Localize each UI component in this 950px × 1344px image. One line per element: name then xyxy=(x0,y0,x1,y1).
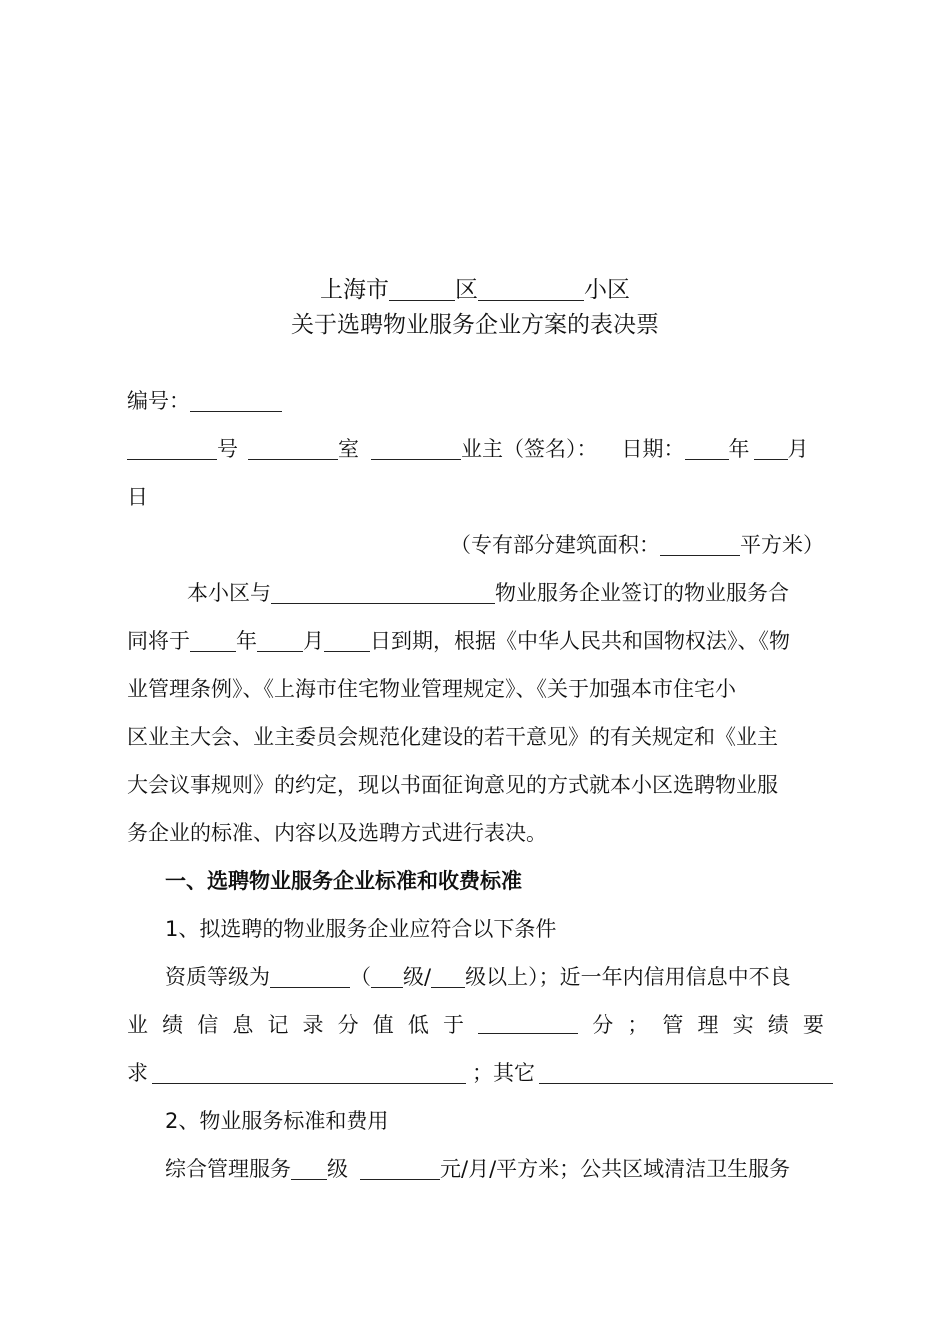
qual-grade-blank-1[interactable] xyxy=(371,959,403,988)
record-char: 绩 xyxy=(767,1013,789,1037)
record-char: 值 xyxy=(372,1013,394,1037)
owner-blank[interactable] xyxy=(371,431,461,460)
score-blank[interactable] xyxy=(478,1005,578,1034)
area-open-label: （专有部分建筑面积： xyxy=(450,533,660,557)
district-blank[interactable] xyxy=(389,272,455,301)
date-month-label: 月 xyxy=(787,437,809,461)
expire-year-blank[interactable] xyxy=(190,623,236,652)
section1-heading-text: 一、选聘物业服务企业标准和收费标准 xyxy=(165,869,522,893)
record-char: 理 xyxy=(697,1013,719,1037)
record-char: 信 xyxy=(197,1013,219,1037)
section1-item1-text: 1、拟选聘的物业服务企业应符合以下条件 xyxy=(165,917,557,941)
body-line-6: 务企业的标准、内容以及选聘方式进行表决。 xyxy=(127,821,547,845)
record-line xyxy=(127,1005,824,1045)
body-line-2 xyxy=(127,621,824,661)
other-blank[interactable] xyxy=(539,1055,833,1084)
title-line-1 xyxy=(0,272,950,308)
record-char: 于 xyxy=(442,1013,464,1037)
day-line xyxy=(127,477,824,517)
fee-line xyxy=(127,1149,824,1189)
date-year-label: 年 xyxy=(728,437,750,461)
section1-item2 xyxy=(127,1101,824,1141)
title-line-2: 关于选聘物业服务企业方案的表决票 xyxy=(291,312,659,338)
body-p2-year: 年 xyxy=(236,629,257,653)
qual-a: 资质等级为 xyxy=(165,965,270,989)
date-month-blank[interactable] xyxy=(754,431,788,460)
room-blank[interactable] xyxy=(248,431,338,460)
qual-b: （ xyxy=(350,965,371,989)
body-p2-a: 同将于 xyxy=(127,629,190,653)
req-a: 求 xyxy=(127,1061,148,1085)
expire-month-blank[interactable] xyxy=(257,623,303,652)
service-level-blank[interactable] xyxy=(291,1151,327,1180)
number-label: 编号： xyxy=(127,389,190,413)
record-char: 绩 xyxy=(162,1013,184,1037)
number-blank[interactable] xyxy=(190,383,282,412)
date-label: 日期： xyxy=(621,437,685,461)
title-city: 上海市 xyxy=(320,277,389,303)
body-line-5: 大会议事规则》的约定，现以书面征询意见的方式就本小区选聘物业服 xyxy=(127,773,778,797)
owner-sign-label: 业主（签名）： xyxy=(461,437,598,461)
qual-level-blank[interactable] xyxy=(270,959,350,988)
community-blank[interactable] xyxy=(478,272,584,301)
expire-day-blank[interactable] xyxy=(324,623,370,652)
qual-c: 级/ xyxy=(403,965,432,989)
qual-grade-blank-2[interactable] xyxy=(431,959,465,988)
number-line xyxy=(127,381,824,421)
date-day-label: 日 xyxy=(127,485,148,509)
section1-item2-text: 2、物业服务标准和费用 xyxy=(165,1109,389,1133)
date-year-blank[interactable] xyxy=(685,431,729,460)
body-p1-b: 物业服务企业签订的物业服务合 xyxy=(495,581,789,605)
title-district-suffix: 区 xyxy=(455,277,478,303)
company-blank[interactable] xyxy=(271,575,495,604)
section1-heading xyxy=(127,861,824,901)
record-char: 业 xyxy=(127,1013,148,1037)
body-line-4: 区业主大会、业主委员会规范化建设的若干意见》的有关规定和《业主 xyxy=(127,725,778,749)
record-char: 息 xyxy=(232,1013,254,1037)
record-char: 要 xyxy=(802,1013,824,1037)
fee-amount-blank[interactable] xyxy=(360,1151,440,1180)
fee-a: 综合管理服务 xyxy=(165,1157,291,1181)
qual-d: 级以上）；近一年内信用信息中不良 xyxy=(465,965,791,989)
req-b: ；其它 xyxy=(472,1061,535,1085)
record-char: 低 xyxy=(407,1013,429,1037)
score-unit: 分 xyxy=(592,1013,614,1037)
house-no-blank[interactable] xyxy=(127,431,217,460)
room-label: 室 xyxy=(338,437,359,461)
area-line xyxy=(127,525,824,565)
record-semicolon: ； xyxy=(627,1013,649,1037)
title-community-suffix: 小区 xyxy=(584,277,630,303)
fee-c: 元/月/平方米；公共区域清洁卫生服务 xyxy=(440,1157,791,1181)
area-close-label: 平方米） xyxy=(740,533,824,557)
body-p2-month: 月 xyxy=(303,629,324,653)
body-line-1 xyxy=(127,573,824,613)
fee-b: 级 xyxy=(327,1157,348,1181)
body-p1-a: 本小区与 xyxy=(187,581,271,605)
body-line-3: 业管理条例》、《上海市住宅物业管理规定》、《关于加强本市住宅小 xyxy=(127,677,736,701)
qualification-line xyxy=(127,957,824,997)
record-char: 录 xyxy=(302,1013,324,1037)
record-char: 分 xyxy=(337,1013,359,1037)
record-char: 管 xyxy=(662,1013,684,1037)
area-blank[interactable] xyxy=(660,527,740,556)
performance-blank[interactable] xyxy=(152,1055,466,1084)
record-char: 实 xyxy=(732,1013,754,1037)
body-p2-c: 日到期，根据《中华人民共和国物权法》、《物 xyxy=(370,629,790,653)
section1-item1 xyxy=(127,909,824,949)
requirement-line xyxy=(127,1053,824,1093)
house-no-label: 号 xyxy=(217,437,238,461)
owner-line xyxy=(127,429,824,469)
record-char: 记 xyxy=(267,1013,289,1037)
